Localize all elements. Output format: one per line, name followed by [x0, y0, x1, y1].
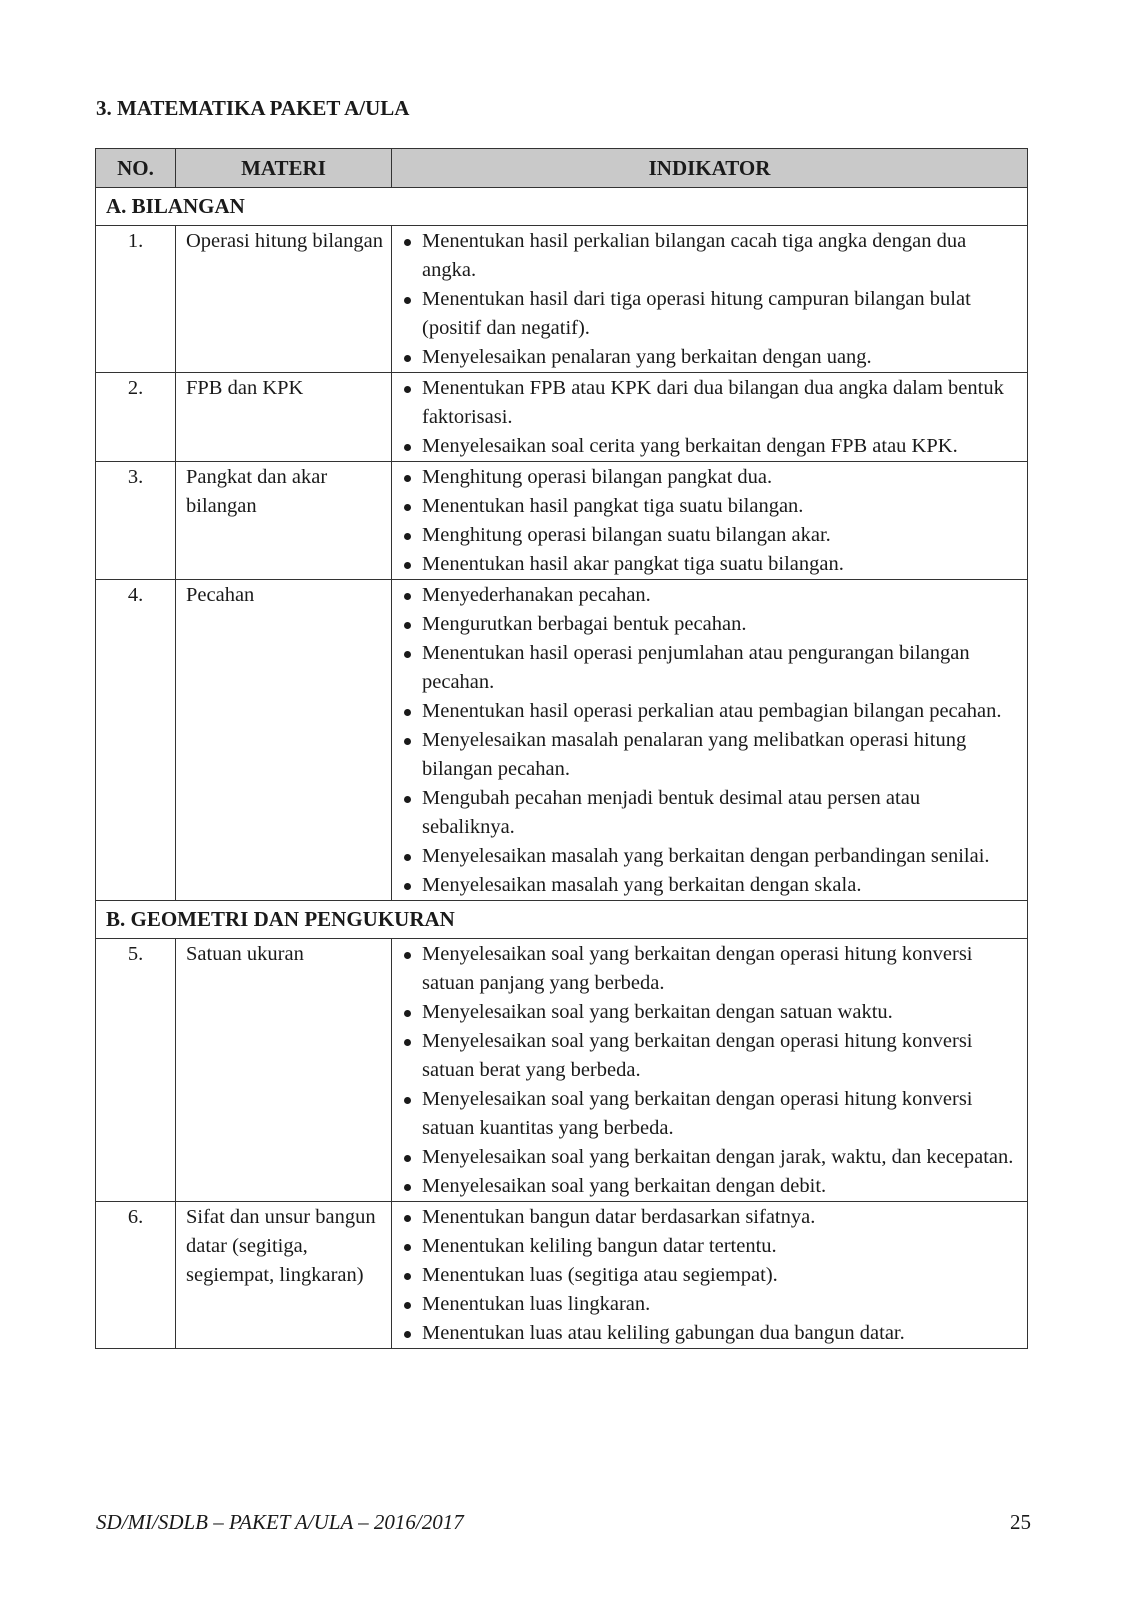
list-item — [400, 492, 1017, 521]
list-item — [400, 1027, 1017, 1085]
section-label: B. GEOMETRI DAN PENGUKURAN — [96, 901, 1028, 939]
indikator-text: Menyelesaikan soal yang berkaitan dengan debit. — [422, 1175, 827, 1197]
indikator-text: Menyederhanakan pecahan. — [422, 584, 651, 606]
materi-cell: FPB dan KPK — [176, 373, 392, 462]
bullet-icon — [404, 1010, 411, 1017]
bullet-icon — [404, 1155, 411, 1162]
row-number: 4. — [96, 580, 176, 901]
table-row — [96, 462, 1028, 580]
indikator-cell — [392, 373, 1028, 462]
list-item — [400, 227, 1017, 285]
row-number: 2. — [96, 373, 176, 462]
materi-cell: Pangkat dan akar bilangan — [176, 462, 392, 580]
indikator-cell — [392, 939, 1028, 1202]
indikator-text: Menghitung operasi bilangan suatu bilangan akar. — [422, 524, 831, 546]
list-item — [400, 842, 1017, 871]
indikator-text: Menyelesaikan masalah penalaran yang melibatkan operasi hitung bilangan pecahan. — [422, 729, 967, 780]
footer-label: SD/MI/SDLB – PAKET A/ULA – 2016/2017 — [96, 1510, 464, 1534]
list-item — [400, 610, 1017, 639]
header-no: NO. — [96, 149, 176, 188]
indikator-list — [400, 581, 1017, 900]
bullet-icon — [404, 1215, 411, 1222]
list-item — [400, 726, 1017, 784]
indikator-text: Mengubah pecahan menjadi bentuk desimal atau persen atau sebaliknya. — [422, 787, 921, 838]
bullet-icon — [404, 709, 411, 716]
indikator-cell — [392, 462, 1028, 580]
table-row — [96, 580, 1028, 901]
bullet-icon — [404, 1302, 411, 1309]
list-item — [400, 697, 1017, 726]
indikator-text: Menentukan hasil perkalian bilangan cacah tiga angka dengan dua angka. — [422, 230, 967, 281]
indikator-text: Menentukan luas (segitiga atau segiempat). — [422, 1264, 778, 1286]
page-title: 3. MATEMATIKA PAKET A/ULA — [96, 96, 410, 120]
indikator-text: Menentukan FPB atau KPK dari dua bilangan dua angka dalam bentuk faktorisasi. — [422, 377, 1004, 428]
bullet-icon — [404, 622, 411, 629]
indikator-text: Menentukan luas atau keliling gabungan dua bangun datar. — [422, 1322, 905, 1344]
bullet-icon — [404, 355, 411, 362]
table-row — [96, 1202, 1028, 1349]
header-indikator: INDIKATOR — [392, 149, 1028, 188]
bullet-icon — [404, 533, 411, 540]
indikator-cell — [392, 580, 1028, 901]
materi-cell: Pecahan — [176, 580, 392, 901]
bullet-icon — [404, 1039, 411, 1046]
list-item — [400, 550, 1017, 579]
list-item — [400, 374, 1017, 432]
indikator-cell — [392, 226, 1028, 373]
list-item — [400, 1232, 1017, 1261]
indikator-text: Menyelesaikan soal yang berkaitan dengan operasi hitung konversi satuan kuantitas yang berbeda. — [422, 1088, 973, 1139]
list-item — [400, 1143, 1017, 1172]
bullet-icon — [404, 796, 411, 803]
list-item — [400, 432, 1017, 461]
bullet-icon — [404, 1184, 411, 1191]
indikator-text: Menentukan bangun datar berdasarkan sifatnya. — [422, 1206, 816, 1228]
indikator-text: Menyelesaikan soal cerita yang berkaitan dengan FPB atau KPK. — [422, 435, 958, 457]
materi-cell: Sifat dan unsur bangun datar (segitiga, segiempat, lingkaran) — [176, 1202, 392, 1349]
indikator-text: Menentukan hasil operasi perkalian atau pembagian bilangan pecahan. — [422, 700, 1002, 722]
row-number: 5. — [96, 939, 176, 1202]
bullet-icon — [404, 952, 411, 959]
indikator-text: Menentukan hasil pangkat tiga suatu bilangan. — [422, 495, 804, 517]
indikator-text: Menyelesaikan soal yang berkaitan dengan satuan waktu. — [422, 1001, 893, 1023]
indikator-list — [400, 940, 1017, 1201]
list-item — [400, 1319, 1017, 1348]
bullet-icon — [404, 651, 411, 658]
indikator-text: Menentukan keliling bangun datar tertentu. — [422, 1235, 777, 1257]
section-row — [96, 188, 1028, 226]
list-item — [400, 784, 1017, 842]
list-item — [400, 940, 1017, 998]
indikator-text: Menentukan hasil dari tiga operasi hitung campuran bilangan bulat (positif dan negatif). — [422, 288, 971, 339]
list-item — [400, 871, 1017, 900]
table-row — [96, 226, 1028, 373]
list-item — [400, 463, 1017, 492]
bullet-icon — [404, 854, 411, 861]
indikator-list — [400, 1203, 1017, 1348]
kisi-kisi-table — [95, 148, 1028, 1349]
bullet-icon — [404, 297, 411, 304]
indikator-text: Menentukan luas lingkaran. — [422, 1293, 651, 1315]
indikator-cell — [392, 1202, 1028, 1349]
bullet-icon — [404, 1273, 411, 1280]
row-number: 6. — [96, 1202, 176, 1349]
indikator-list — [400, 374, 1017, 461]
row-number: 1. — [96, 226, 176, 373]
section-label: A. BILANGAN — [96, 188, 1028, 226]
table-row — [96, 939, 1028, 1202]
list-item — [400, 1172, 1017, 1201]
list-item — [400, 343, 1017, 372]
materi-cell: Operasi hitung bilangan — [176, 226, 392, 373]
section-row — [96, 901, 1028, 939]
indikator-text: Menentukan hasil akar pangkat tiga suatu bilangan. — [422, 553, 844, 575]
indikator-list — [400, 227, 1017, 372]
indikator-text: Menyelesaikan masalah yang berkaitan dengan perbandingan senilai. — [422, 845, 990, 867]
list-item — [400, 639, 1017, 697]
list-item — [400, 1203, 1017, 1232]
indikator-text: Menyelesaikan soal yang berkaitan dengan jarak, waktu, dan kecepatan. — [422, 1146, 1014, 1168]
materi-cell: Satuan ukuran — [176, 939, 392, 1202]
list-item — [400, 1290, 1017, 1319]
list-item — [400, 285, 1017, 343]
bullet-icon — [404, 444, 411, 451]
indikator-text: Menyelesaikan soal yang berkaitan dengan operasi hitung konversi satuan berat yang berbeda. — [422, 1030, 973, 1081]
bullet-icon — [404, 1244, 411, 1251]
bullet-icon — [404, 386, 411, 393]
indikator-text: Menghitung operasi bilangan pangkat dua. — [422, 466, 773, 488]
list-item — [400, 1085, 1017, 1143]
indikator-text: Mengurutkan berbagai bentuk pecahan. — [422, 613, 747, 635]
indikator-list — [400, 463, 1017, 579]
list-item — [400, 581, 1017, 610]
indikator-text: Menyelesaikan soal yang berkaitan dengan operasi hitung konversi satuan panjang yang berbeda. — [422, 943, 973, 994]
list-item — [400, 1261, 1017, 1290]
bullet-icon — [404, 562, 411, 569]
indikator-text: Menyelesaikan penalaran yang berkaitan dengan uang. — [422, 346, 872, 368]
bullet-icon — [404, 738, 411, 745]
table-row — [96, 373, 1028, 462]
bullet-icon — [404, 883, 411, 890]
bullet-icon — [404, 593, 411, 600]
table-body — [96, 188, 1028, 1349]
bullet-icon — [404, 239, 411, 246]
row-number: 3. — [96, 462, 176, 580]
bullet-icon — [404, 504, 411, 511]
page-number: 25 — [1010, 1510, 1031, 1534]
list-item — [400, 998, 1017, 1027]
header-materi: MATERI — [176, 149, 392, 188]
bullet-icon — [404, 475, 411, 482]
bullet-icon — [404, 1331, 411, 1338]
list-item — [400, 521, 1017, 550]
bullet-icon — [404, 1097, 411, 1104]
table-header-row — [96, 149, 1028, 188]
indikator-text: Menyelesaikan masalah yang berkaitan dengan skala. — [422, 874, 862, 896]
indikator-text: Menentukan hasil operasi penjumlahan atau pengurangan bilangan pecahan. — [422, 642, 970, 693]
